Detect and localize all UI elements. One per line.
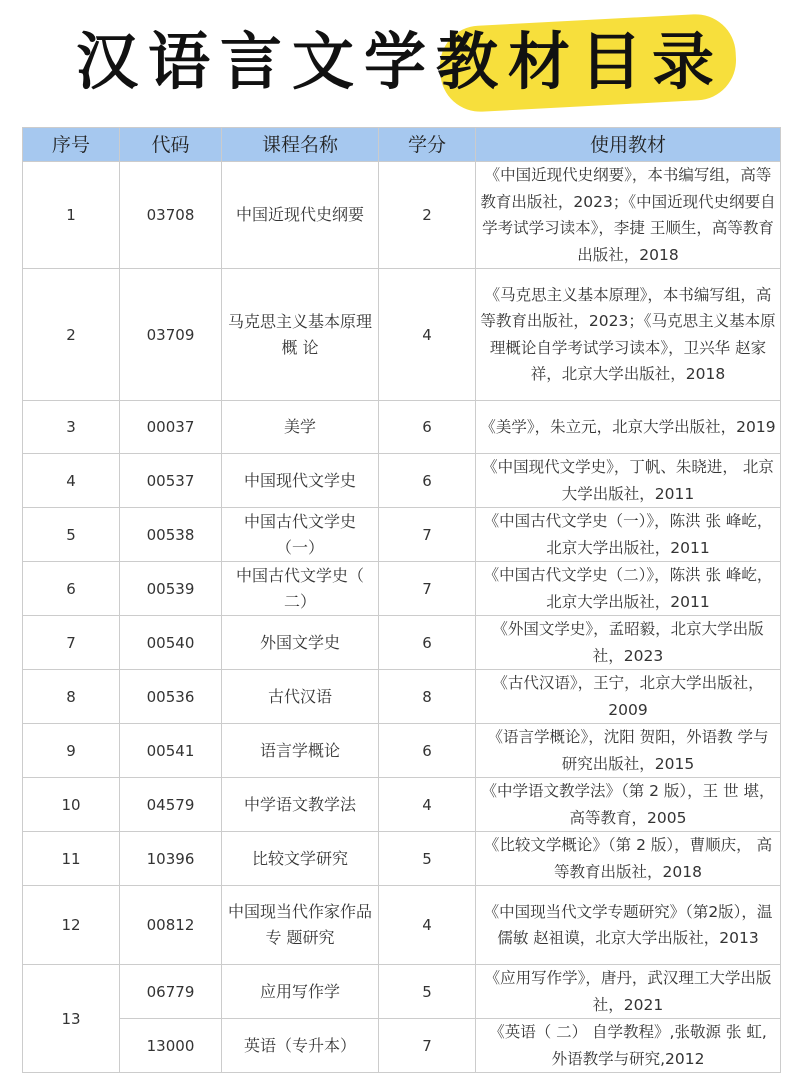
course-credit: 8 [379,670,476,724]
course-credit: 6 [379,401,476,454]
course-textbook: 《中国古代文学史（二）》，陈洪 张 峰屹，北京大学出版社，2011 [476,562,781,616]
table-row [23,508,781,562]
course-textbook: 《外国文学史》，孟昭毅，北京大学出版社，2023 [476,616,781,670]
course-name: 语言学概论 [222,724,379,778]
course-textbook: 《中国现当代文学专题研究》（第2版），温儒敏 赵祖谟，北京大学出版社，2013 [476,886,781,965]
course-credit: 7 [379,562,476,616]
course-credit: 6 [379,616,476,670]
course-name: 比较文学研究 [222,832,379,886]
table-row [23,670,781,724]
course-code: 00538 [120,508,222,562]
row-index: 3 [23,401,120,454]
course-credit: 7 [379,1019,476,1073]
course-textbook: 《美学》，朱立元，北京大学出版社，2019 [476,401,781,454]
table-header-row [23,128,781,162]
course-code: 10396 [120,832,222,886]
header-index: 序号 [23,128,120,162]
page-title: 汉语言文学教材目录 [75,25,724,98]
table-row [23,401,781,454]
row-index: 13 [23,965,120,1073]
course-credit: 7 [379,508,476,562]
course-code: 04579 [120,778,222,832]
course-textbook: 《中国近现代史纲要》，本书编写组，高等教育出版社，2023；《中国近现代史纲要自学考试学习读本》，李捷 王顺生，高等教育出版社，2018 [476,162,781,269]
course-textbook: 《应用写作学》，唐丹，武汉理工大学出版社，2021 [476,965,781,1019]
course-code: 00536 [120,670,222,724]
row-index: 1 [23,162,120,269]
row-index: 6 [23,562,120,616]
row-index: 5 [23,508,120,562]
course-code: 00812 [120,886,222,965]
course-name: 中国现当代作家作品专 题研究 [222,886,379,965]
course-name: 应用写作学 [222,965,379,1019]
course-credit: 6 [379,454,476,508]
row-index: 10 [23,778,120,832]
course-credit: 4 [379,269,476,401]
row-index: 8 [23,670,120,724]
course-name: 中国古代文学史（ 二） [222,562,379,616]
row-index: 11 [23,832,120,886]
row-index: 9 [23,724,120,778]
course-code: 00537 [120,454,222,508]
row-index: 7 [23,616,120,670]
course-name: 中学语文教学法 [222,778,379,832]
course-name: 古代汉语 [222,670,379,724]
course-credit: 6 [379,724,476,778]
course-code: 06779 [120,965,222,1019]
title-area [0,0,800,118]
course-name: 美学 [222,401,379,454]
table-row [23,269,781,401]
header-credit: 学分 [379,128,476,162]
course-credit: 4 [379,778,476,832]
course-code: 00541 [120,724,222,778]
row-index: 2 [23,269,120,401]
table-row [23,1019,781,1073]
header-textbook: 使用教材 [476,128,781,162]
row-index: 4 [23,454,120,508]
course-name: 中国古代文学史（一） [222,508,379,562]
course-textbook: 《中国古代文学史（一）》，陈洪 张 峰屹，北京大学出版社，2011 [476,508,781,562]
table-row [23,162,781,269]
course-credit: 5 [379,832,476,886]
course-textbook: 《英语（ 二） 自学教程》,张敬源 张 虹, 外语教学与研究,2012 [476,1019,781,1073]
course-code: 00540 [120,616,222,670]
course-textbook: 《古代汉语》，王宁，北京大学出版社，2009 [476,670,781,724]
table-row [23,886,781,965]
table-row [23,778,781,832]
course-name: 外国文学史 [222,616,379,670]
row-index: 12 [23,886,120,965]
course-credit: 5 [379,965,476,1019]
course-textbook: 《中国现代文学史》，丁帆、朱晓进， 北京大学出版社，2011 [476,454,781,508]
course-textbook: 《比较文学概论》（第 2 版），曹顺庆， 高等教育出版社，2018 [476,832,781,886]
course-name: 英语（专升本） [222,1019,379,1073]
course-credit: 4 [379,886,476,965]
header-course-name: 课程名称 [222,128,379,162]
course-table [22,127,781,1073]
course-textbook: 《语言学概论》，沈阳 贺阳，外语教 学与研究出版社，2015 [476,724,781,778]
table-row [23,454,781,508]
course-code: 03709 [120,269,222,401]
course-name: 中国近现代史纲要 [222,162,379,269]
course-credit: 2 [379,162,476,269]
table-row [23,965,781,1019]
course-textbook: 《中学语文教学法》（第 2 版），王 世 堪，高等教育，2005 [476,778,781,832]
course-code: 03708 [120,162,222,269]
course-code: 00037 [120,401,222,454]
table-row [23,562,781,616]
header-code: 代码 [120,128,222,162]
table-row [23,724,781,778]
course-code: 13000 [120,1019,222,1073]
table-row [23,616,781,670]
course-textbook: 《马克思主义基本原理》，本书编写组，高等教育出版社，2023；《马克思主义基本原理概论自学考试学习读本》，卫兴华 赵家祥，北京大学出版社，2018 [476,269,781,401]
course-name: 中国现代文学史 [222,454,379,508]
course-code: 00539 [120,562,222,616]
table-row [23,832,781,886]
course-name: 马克思主义基本原理概 论 [222,269,379,401]
